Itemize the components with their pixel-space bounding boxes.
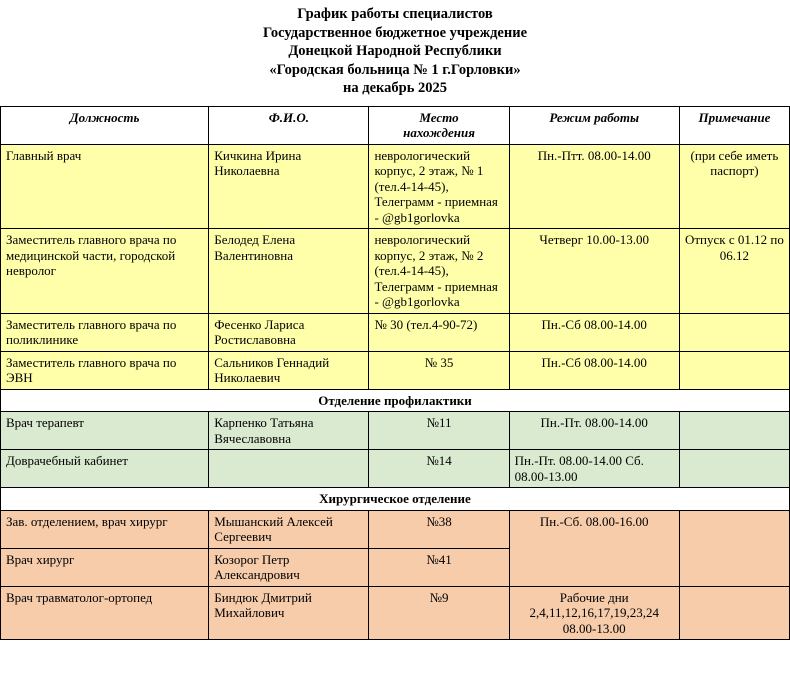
cell-position: Врач хирург <box>1 548 209 586</box>
cell-position: Врач травматолог-ортопед <box>1 586 209 640</box>
column-header-position: Должность <box>1 106 209 144</box>
cell-schedule: Рабочие дни 2,4,11,12,16,17,19,23,24 08.00-13.00 <box>509 586 679 640</box>
cell-location: №11 <box>369 412 509 450</box>
cell-name <box>209 450 369 488</box>
cell-location: № 35 <box>369 351 509 389</box>
cell-name: Фесенко Лариса Ростиславовна <box>209 313 369 351</box>
section-title: Отделение профилактики <box>1 389 790 412</box>
table-row <box>1 412 790 450</box>
cell-location: неврологический корпус, 2 этаж, № 1 (тел.4-14-45), Телеграмм - приемная - @gb1gorlovka <box>369 144 509 229</box>
title-line-2: Государственное бюджетное учреждение <box>262 24 528 41</box>
cell-schedule: Пн.-Сб 08.00-14.00 <box>509 351 679 389</box>
cell-schedule: Пн.-Пт. 08.00-14.00 Сб. 08.00-13.00 <box>509 450 679 488</box>
cell-note: Отпуск с 01.12 по 06.12 <box>679 229 789 314</box>
cell-name: Белодед Елена Валентиновна <box>209 229 369 314</box>
cell-schedule: Пн.-Сб 08.00-14.00 <box>509 313 679 351</box>
cell-name: Кичкина Ирина Николаевна <box>209 144 369 229</box>
schedule-table <box>0 106 790 641</box>
column-header-name: Ф.И.О. <box>209 106 369 144</box>
cell-position: Заместитель главного врача по ЭВН <box>1 351 209 389</box>
section-title: Хирургическое отделение <box>1 488 790 511</box>
cell-note <box>679 586 789 640</box>
cell-position: Главный врач <box>1 144 209 229</box>
cell-note: (при себе иметь паспорт) <box>679 144 789 229</box>
cell-name: Мышанский Алексей Сергеевич <box>209 510 369 548</box>
title-line-5: на декабрь 2025 <box>343 80 447 96</box>
table-row <box>1 586 790 640</box>
column-header-location-line1: Место <box>419 109 459 125</box>
section-header-surgery <box>1 488 790 511</box>
cell-location: №41 <box>369 548 509 586</box>
section-header-prevention <box>1 389 790 412</box>
cell-note <box>679 351 789 389</box>
table-row <box>1 450 790 488</box>
title-line-3: Донецкой Народной Республики <box>288 43 502 59</box>
cell-position: Зав. отделением, врач хирург <box>1 510 209 548</box>
cell-schedule: Пн.-Птт. 08.00-14.00 <box>509 144 679 229</box>
cell-position: Врач терапевт <box>1 412 209 450</box>
table-header-row <box>1 106 790 144</box>
cell-position: Доврачебный кабинет <box>1 450 209 488</box>
column-header-location <box>369 106 509 144</box>
column-header-note: Примечание <box>679 106 789 144</box>
column-header-location-line2: нахождения <box>403 125 475 140</box>
cell-name: Сальников Геннадий Николаевич <box>209 351 369 389</box>
cell-name: Карпенко Татьяна Вячеславовна <box>209 412 369 450</box>
table-header <box>1 106 790 144</box>
table-row <box>1 510 790 548</box>
cell-location: неврологический корпус, 2 этаж, № 2 (тел.4-14-45), Телеграмм - приемная - @gb1gorlovka <box>369 229 509 314</box>
table-body <box>1 144 790 640</box>
table-row <box>1 144 790 229</box>
cell-note <box>679 510 789 586</box>
document-title <box>0 0 790 98</box>
cell-name: Биндюк Дмитрий Михайлович <box>209 586 369 640</box>
cell-location: №9 <box>369 586 509 640</box>
cell-schedule: Пн.-Пт. 08.00-14.00 <box>509 412 679 450</box>
cell-position: Заместитель главного врача по поликлинике <box>1 313 209 351</box>
cell-note <box>679 450 789 488</box>
cell-schedule: Четверг 10.00-13.00 <box>509 229 679 314</box>
table-row <box>1 351 790 389</box>
table-row <box>1 313 790 351</box>
cell-note <box>679 412 789 450</box>
cell-location: № 30 (тел.4-90-72) <box>369 313 509 351</box>
table-row <box>1 229 790 314</box>
cell-note <box>679 313 789 351</box>
cell-schedule: Пн.-Сб. 08.00-16.00 <box>509 510 679 586</box>
cell-location: №14 <box>369 450 509 488</box>
column-header-schedule: Режим работы <box>509 106 679 144</box>
title-line-4: «Городская больница № 1 г.Горловки» <box>269 61 521 78</box>
cell-name: Козорог Петр Александрович <box>209 548 369 586</box>
cell-location: №38 <box>369 510 509 548</box>
title-line-1: График работы специалистов <box>297 6 493 22</box>
cell-position: Заместитель главного врача по медицинской части, городской невролог <box>1 229 209 314</box>
